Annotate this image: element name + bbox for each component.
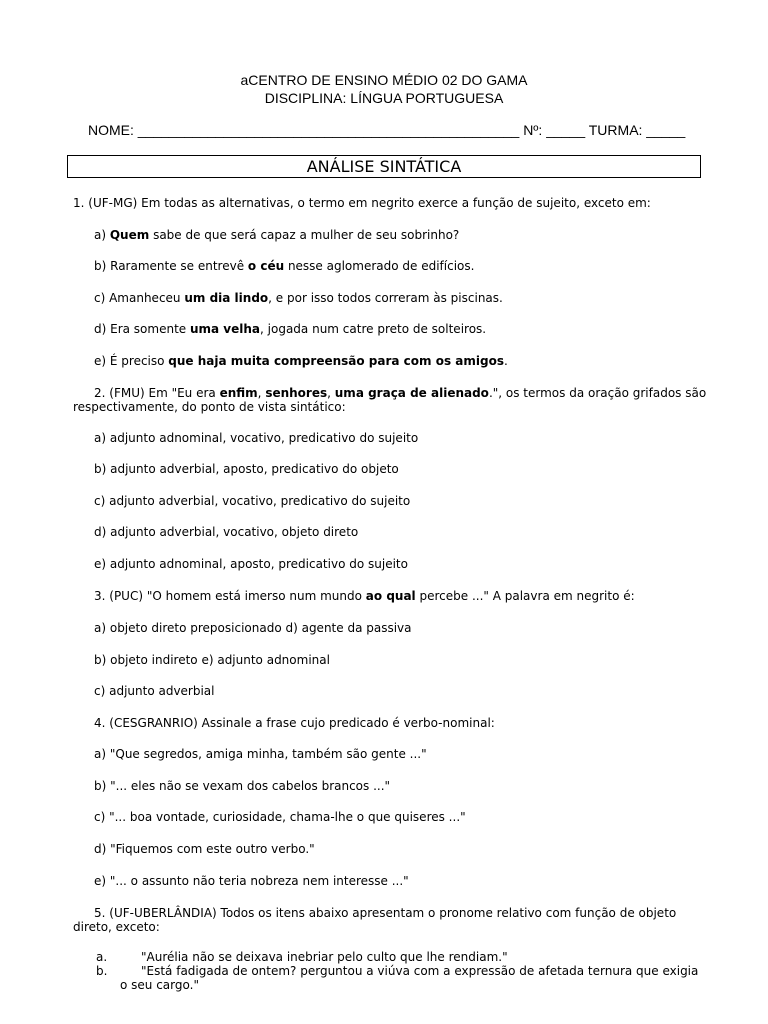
question-2-option-e: e) adjunto adnominal, aposto, predicativo do sujeito [94, 557, 408, 571]
question-4-option-d: d) "Fiquemos com este outro verbo." [94, 842, 315, 856]
question-1-stem: 1. (UF-MG) Em todas as alternativas, o termo em negrito exerce a função de sujeito, exceto em: [73, 196, 651, 210]
question-4-stem: 4. (CESGRANRIO) Assinale a frase cujo predicado é verbo-nominal: [94, 716, 495, 730]
question-4-option-a: a) "Que segredos, amiga minha, também são gente ..." [94, 747, 427, 761]
question-1-option-e: e) É preciso que haja muita compreensão para com os amigos. [94, 354, 508, 368]
page-title: ANÁLISE SINTÁTICA [67, 155, 701, 178]
question-5-item-b-text: "Está fadigada de ontem? perguntou a viúva com a expressão de afetada ternura que exigia o seu cargo." [120, 964, 699, 992]
student-info-line: NOME: _________________________________________________ Nº: _____ TURMA: _____ [88, 122, 686, 138]
question-4-option-b: b) "... eles não se vexam dos cabelos brancos ..." [94, 779, 391, 793]
question-1-option-a: a) Quem sabe de que será capaz a mulher de seu sobrinho? [94, 228, 460, 242]
question-3-stem: 3. (PUC) "O homem está imerso num mundo ao qual percebe ..." A palavra em negrito é: [94, 589, 635, 603]
question-1-option-c: c) Amanheceu um dia lindo, e por isso todos correram às piscinas. [94, 291, 503, 305]
school-name: aCENTRO DE ENSINO MÉDIO 02 DO GAMA [240, 72, 528, 88]
question-4-option-c: c) "... boa vontade, curiosidade, chama-lhe o que quiseres ..." [94, 810, 466, 824]
question-4-option-e: e) "... o assunto não teria nobreza nem interesse ..." [94, 874, 409, 888]
question-2-option-d: d) adjunto adverbial, vocativo, objeto direto [94, 525, 359, 539]
subject-line: DISCIPLINA: LÍNGUA PORTUGUESA [264, 90, 504, 106]
question-5-stem: 5. (UF-UBERLÂNDIA) Todos os itens abaixo apresentam o pronome relativo com função de objeto [94, 906, 677, 920]
question-3-option-b-e: b) objeto indireto e) adjunto adnominal [94, 653, 330, 667]
question-5-item-a-label: a. [96, 950, 108, 964]
question-1-option-d: d) Era somente uma velha, jogada num catre preto de solteiros. [94, 322, 487, 336]
question-5-item-a-text: "Aurélia não se deixava inebriar pelo culto que lhe rendiam." [141, 950, 508, 964]
question-3-option-c: c) adjunto adverbial [94, 684, 215, 698]
question-2-stem-continuation: respectivamente, do ponto de vista sintático: [73, 400, 346, 414]
question-5-item-b-label: b. [96, 964, 108, 978]
question-5-stem-continuation: direto, exceto: [73, 920, 160, 934]
question-2-stem: 2. (FMU) Em "Eu era enfim, senhores, uma graça de alienado.", os termos da oração grifados são [94, 386, 707, 400]
question-2-option-c: c) adjunto adverbial, vocativo, predicativo do sujeito [94, 494, 411, 508]
question-2-option-a: a) adjunto adnominal, vocativo, predicativo do sujeito [94, 431, 419, 445]
question-3-option-a-d: a) objeto direto preposicionado d) agente da passiva [94, 621, 412, 635]
question-2-option-b: b) adjunto adverbial, aposto, predicativo do objeto [94, 462, 399, 476]
question-1-option-b: b) Raramente se entrevê o céu nesse aglomerado de edifícios. [94, 259, 475, 273]
